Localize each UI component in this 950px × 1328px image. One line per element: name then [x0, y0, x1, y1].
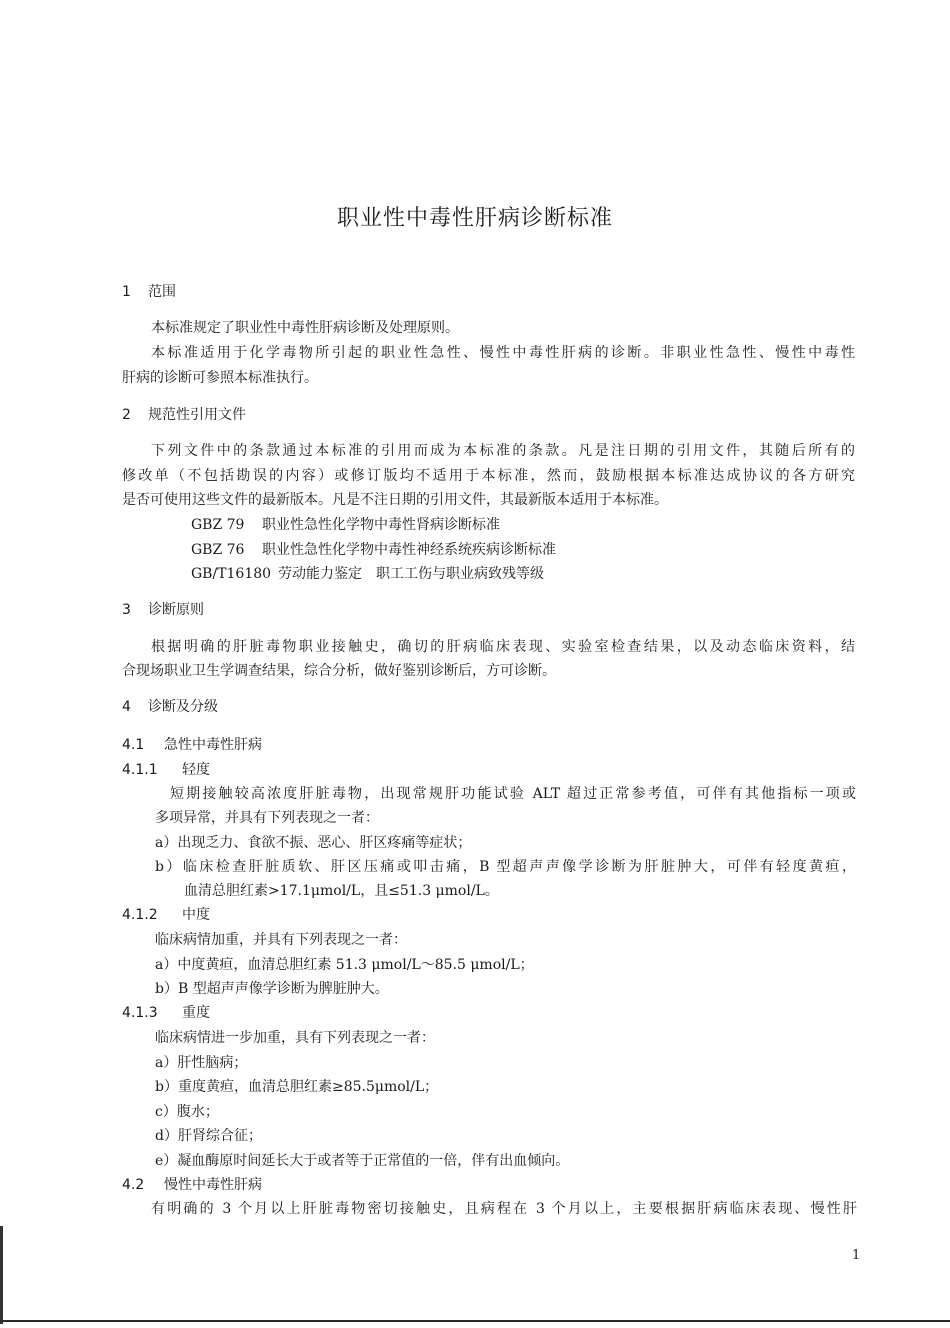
section-heading-4 [122, 697, 218, 717]
subsection-heading-4-1-2 [122, 905, 210, 925]
paragraph-line: 有明确的 3 个月以上肝脏毒物密切接触史，且病程在 3 个月以上，主要根据肝病临床表现、慢性肝 [151, 1201, 857, 1217]
reference-name: 劳动能力鉴定 职工工伤与职业病致残等级 [278, 566, 544, 582]
paragraph-line: 合现场职业卫生学调查结果，综合分析，做好鉴别诊断后，方可诊断。 [122, 663, 556, 679]
section-number: 4 [122, 699, 131, 715]
subsection-title: 重度 [182, 1005, 210, 1021]
subsection-title: 慢性中毒性肝病 [164, 1177, 262, 1193]
section-heading-1 [122, 282, 176, 302]
reference-item [191, 564, 544, 584]
subsection-heading-4-1 [122, 735, 262, 755]
list-item: a）中度黄疸，血清总胆红素 51.3 μmol/L～85.5 μmol/L； [155, 957, 534, 973]
section-title: 诊断及分级 [148, 699, 218, 715]
list-item: b）B 型超声声像学诊断为脾脏肿大。 [155, 981, 389, 997]
paragraph-line: 肝病的诊断可参照本标准执行。 [122, 370, 318, 386]
document-title: 职业性中毒性肝病诊断标准 [336, 206, 613, 231]
reference-item [191, 515, 500, 535]
subsection-number: 4.2 [122, 1177, 145, 1193]
paragraph-line: 是否可使用这些文件的最新版本。凡是不注日期的引用文件，其最新版本适用于本标准。 [122, 492, 668, 508]
list-item: c）腹水； [155, 1104, 219, 1120]
list-item: b）临床检查肝脏质软、肝区压痛或叩击痛，B 型超声声像学诊断为肝脏肿大，可伴有轻度黄疸， [155, 859, 856, 875]
reference-item [191, 540, 556, 560]
list-item: e）凝血酶原时间延长大于或者等于正常值的一倍，伴有出血倾向。 [155, 1153, 570, 1169]
subsection-title: 轻度 [182, 762, 210, 778]
paragraph-line: 下列文件中的条款通过本标准的引用而成为本标准的条款。凡是注日期的引用文件，其随后所有的 [151, 443, 855, 459]
section-heading-3 [122, 600, 204, 620]
reference-code: GBZ 79 [191, 517, 245, 533]
subsection-title: 中度 [182, 907, 210, 923]
section-title: 范围 [148, 284, 176, 300]
reference-code: GBZ 76 [191, 542, 245, 558]
section-title: 规范性引用文件 [148, 407, 246, 423]
list-item: b）重度黄疸，血清总胆红素≥85.5μmol/L； [155, 1079, 439, 1095]
subsection-number: 4.1.1 [122, 762, 158, 778]
section-number: 2 [122, 407, 131, 423]
reference-name: 职业性急性化学物中毒性肾病诊断标准 [262, 517, 500, 533]
subsection-heading-4-1-3 [122, 1003, 210, 1023]
subsection-title: 急性中毒性肝病 [164, 737, 262, 753]
page-number: 1 [852, 1248, 861, 1263]
section-number: 1 [122, 284, 131, 300]
reference-name: 职业性急性化学物中毒性神经系统疾病诊断标准 [262, 542, 556, 558]
list-item: a）出现乏力、食欲不振、恶心、肝区疼痛等症状； [155, 835, 472, 851]
list-item-continuation: 血清总胆红素>17.1μmol/L，且≤51.3 μmol/L。 [184, 883, 499, 899]
subsection-number: 4.1.2 [122, 907, 158, 923]
section-heading-2 [122, 405, 246, 425]
paragraph-line: 临床病情加重，并具有下列表现之一者： [155, 932, 407, 948]
subsection-number: 4.1 [122, 737, 145, 753]
subsection-heading-4-2 [122, 1175, 262, 1195]
paragraph-line: 多项异常，并具有下列表现之一者： [155, 810, 379, 826]
paragraph-line: 本标准适用于化学毒物所引起的职业性急性、慢性中毒性肝病的诊断。非职业性急性、慢性中毒性 [151, 345, 855, 361]
section-number: 3 [122, 602, 131, 618]
paragraph-line: 本标准规定了职业性中毒性肝病诊断及处理原则。 [151, 320, 459, 336]
paragraph-line: 根据明确的肝脏毒物职业接触史，确切的肝病临床表现、实验室检查结果，以及动态临床资料，结 [151, 639, 855, 655]
subsection-number: 4.1.3 [122, 1005, 158, 1021]
paragraph-line: 短期接触较高浓度肝脏毒物，出现常规肝功能试验 ALT 超过正常参考值，可伴有其他指标一项或 [170, 786, 856, 802]
subsection-heading-4-1-1 [122, 760, 210, 780]
scan-edge-bottom [0, 1320, 950, 1322]
reference-code: GB/T16180 [191, 566, 272, 582]
section-title: 诊断原则 [148, 602, 204, 618]
paragraph-line: 临床病情进一步加重，具有下列表现之一者： [155, 1030, 435, 1046]
paragraph-line: 修改单（不包括勘误的内容）或修订版均不适用于本标准，然而，鼓励根据本标准达成协议的各方研究 [122, 468, 855, 484]
scan-edge-left [0, 1226, 3, 1324]
list-item: d）肝肾综合征； [155, 1128, 262, 1144]
list-item: a）肝性脑病； [155, 1055, 248, 1071]
